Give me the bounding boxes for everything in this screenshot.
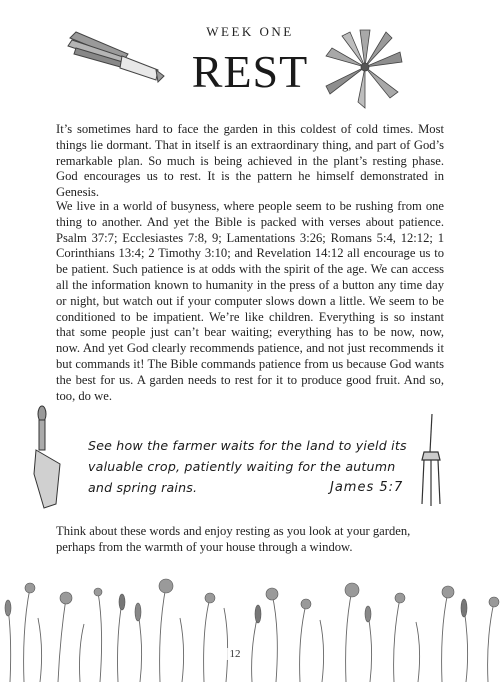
paragraph-intro: It’s sometimes hard to face the garden in this coldest of cold times. Most things lie dormant. That in itself is an extraordinary thing, and part of God’s remarkable plan. So much is being achieved in the plant’s resting phase. God encourages us to rest. It is the pattern he himself demonstrated in Genesis.	[56, 122, 444, 200]
page-title: REST	[191, 46, 309, 97]
scripture-reference: James 5:7	[330, 480, 404, 495]
trowel-illustration-icon	[30, 404, 70, 514]
week-label: WEEK ONE	[206, 24, 294, 39]
scripture-quote: See how the farmer waits for the land to yield its valuable crop, patiently waiting for the autumn and spring rains.	[88, 438, 407, 495]
paragraph-closing: Think about these words and enjoy resting as you look at your garden, perhaps from the warmth of your house through a window.	[56, 524, 411, 554]
page-number: 12	[220, 648, 250, 660]
wildflower-meadow-illustration	[0, 568, 500, 682]
garden-fork-illustration-icon	[410, 412, 450, 512]
paragraph-patience: We live in a world of busyness, where people seem to be rushing from one thing to another. And yet the Bible is packed with verses about patience. Psalm 37:7; Ecclesiastes 7:8, 9; Lamentations 3:26; Romans 5:4, 12:12; 1 Corinthians 13:4; 2 Timothy 3:10; and Revelation 14:12 all encourage us to be patient. Such patience is at odds with the spirit of the age. We can access all the information known to humanity in the press of a button any time day or night, but watch out if your computer slows down a little. We seem to be conditioned to be impatient. We’re like children. Everything is so instant that some people just can’t bear waiting; everything has to be now, now, now. And yet God clearly recommends patience, and not just recommends it but commands it! The Bible commands patience from us because God wants the best for us. A garden needs to rest for it to produce good fruit. And so, too, do we.	[56, 199, 444, 403]
poinsettia-illustration-icon	[320, 22, 410, 112]
